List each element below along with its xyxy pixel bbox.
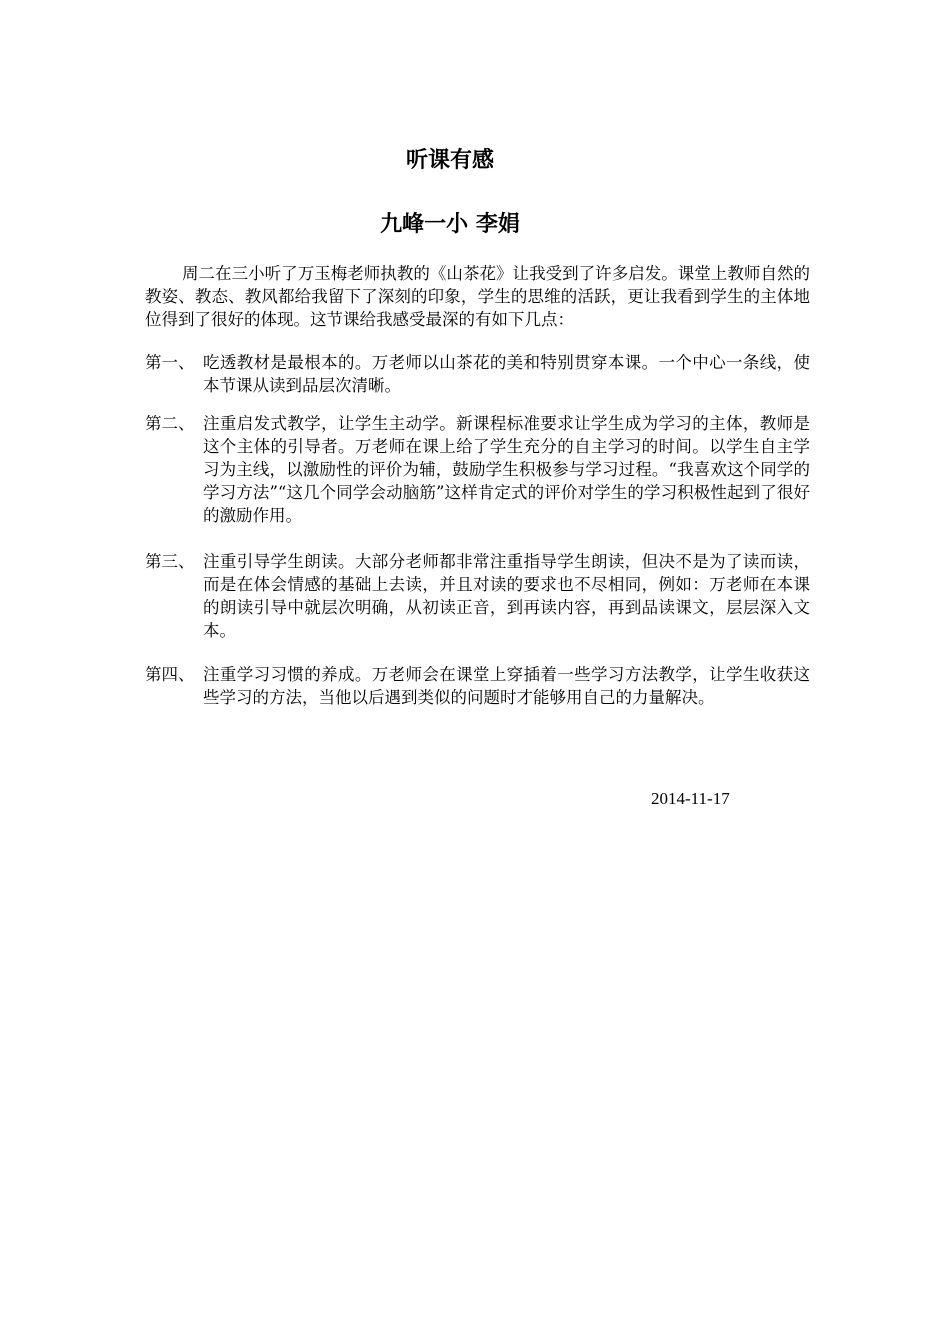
list-item-label: 第四、 — [145, 665, 195, 684]
list-item-label: 第一、 — [145, 353, 195, 372]
list-item-text: 注重启发式教学，让学生主动学。新课程标准要求让学生成为学习的主体，教师是这个主体的引导者。万老师在课上给了学生充分的自主学习的时间。以学生自主学习为主线，以激励性的评价为辅，鼓励学生积极参与学习过程。“我喜欢这个同学的学习方法”“这几个同学会动脑筋”这样肯定式的评价对学生的学习积极性起到了很好的激励作用。 — [203, 414, 810, 525]
list-item-text: 吃透教材是最根本的。万老师以山茶花的美和特别贯穿本课。一个中心一条线，使本节课从读到品层次清晰。 — [203, 353, 810, 395]
list-item-text: 注重学习习惯的养成。万老师会在课堂上穿插着一些学习方法教学，让学生收获这些学习的方法，当他以后遇到类似的问题时才能够用自己的力量解决。 — [203, 665, 810, 707]
document-date: 2014-11-17 — [651, 789, 730, 808]
list-item — [145, 663, 810, 709]
intro-paragraph: 周二在三小听了万玉梅老师执教的《山茶花》让我受到了许多启发。课堂上教师自然的教姿、教态、教风都给我留下了深刻的印象，学生的思维的活跃，更让我看到学生的主体地位得到了很好的体现。这节课给我感受最深的有如下几点： — [145, 264, 810, 329]
list-item-label: 第三、 — [145, 552, 195, 571]
list-item — [145, 550, 810, 642]
document-author: 九峰一小 李娟 — [380, 212, 520, 237]
list-item — [145, 412, 810, 527]
document-title: 听课有感 — [405, 148, 494, 173]
list-item — [145, 351, 810, 397]
list-item-text: 注重引导学生朗读。大部分老师都非常注重指导学生朗读，但决不是为了读而读，而是在体会情感的基础上去读，并且对读的要求也不尽相同，例如：万老师在本课的朗读引导中就层次明确，从初读正音，到再读内容，再到品读课文，层层深入文本。 — [203, 552, 810, 640]
list-item-label: 第二、 — [145, 414, 195, 433]
